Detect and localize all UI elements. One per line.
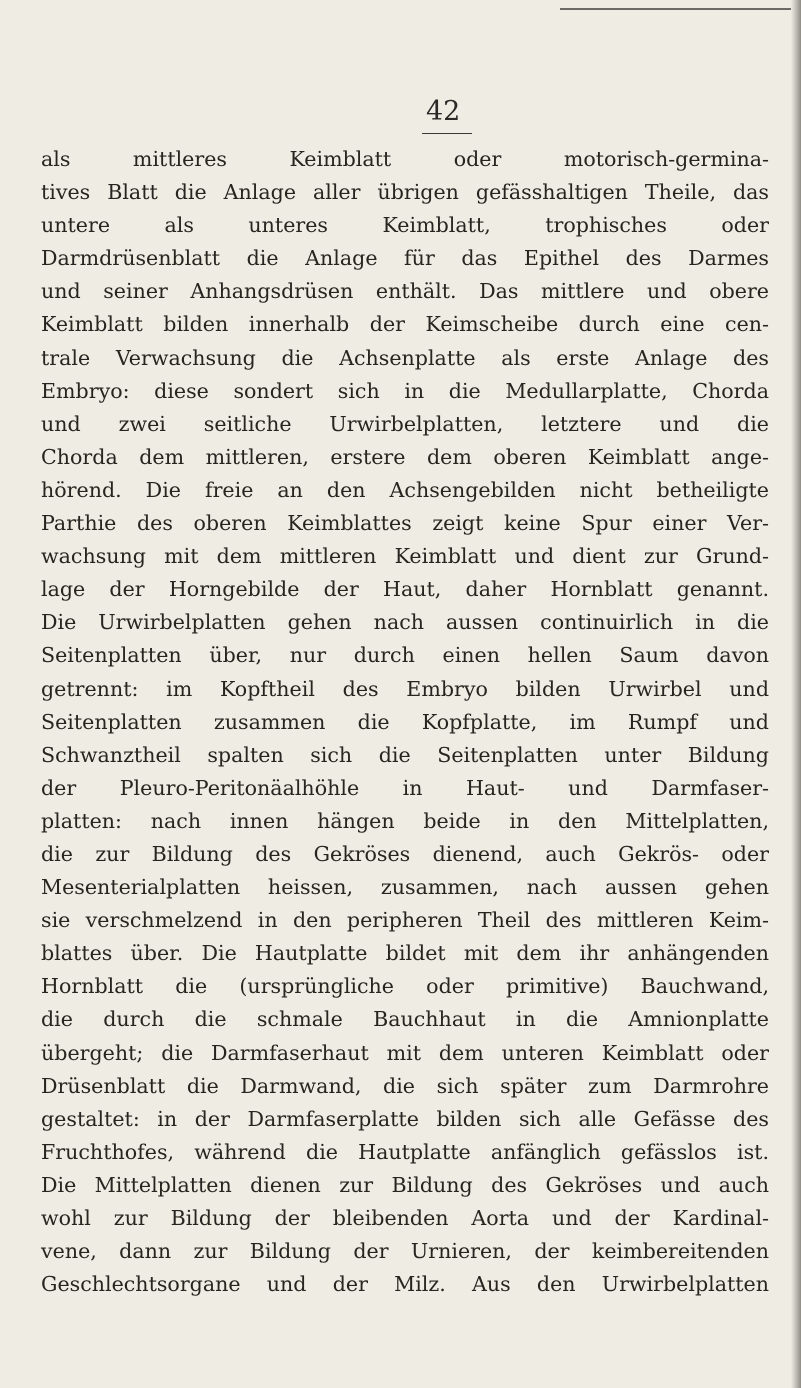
text-line: untere als unteres Keimblatt, trophisches oder [41, 213, 769, 238]
text-line: Die Mittelplatten dienen zur Bildung des Gekröses und auch [41, 1172, 769, 1197]
body-text [41, 143, 769, 1301]
text-line: Parthie des oberen Keimblattes zeigt keine Spur einer Ver- [41, 511, 769, 536]
text-line: Geschlechtsorgane und der Milz. Aus den Urwirbelplatten [41, 1272, 769, 1297]
text-line: Chorda dem mittleren, erstere dem oberen Keimblatt ange- [41, 444, 769, 469]
text-line: als mittleres Keimblatt oder motorisch-germina- [41, 147, 769, 171]
text-line: lage der Horngebilde der Haut, daher Hornblatt genannt. [41, 577, 769, 602]
text-line: Drüsenblatt die Darmwand, die sich später zum Darmrohre [41, 1073, 769, 1098]
text-line: der Pleuro-Peritonäalhöhle in Haut- und Darmfaser- [41, 775, 769, 800]
text-line: übergeht; die Darmfaserhaut mit dem unteren Keimblatt oder [41, 1040, 769, 1065]
text-line: Darmdrüsenblatt die Anlage für das Epithel des Darmes [41, 246, 769, 271]
text-line: Mesenterialplatten heissen, zusammen, nach aussen gehen [41, 875, 769, 900]
text-line: hörend. Die freie an den Achsengebilden nicht betheiligte [41, 477, 769, 502]
text-line: platten: nach innen hängen beide in den Mittelplatten, [41, 808, 769, 833]
text-line: Hornblatt die (ursprüngliche oder primitive) Bauchwand, [41, 974, 769, 999]
text-line: Embryo: diese sondert sich in die Medullarplatte, Chorda [41, 378, 769, 403]
text-line: Seitenplatten zusammen die Kopfplatte, im Rumpf und [41, 709, 769, 734]
text-line: sie verschmelzend in den peripheren Theil des mittleren Keim- [41, 908, 769, 933]
page-number-underline [422, 133, 472, 134]
text-line: vene, dann zur Bildung der Urnieren, der keimbereitenden [41, 1239, 769, 1264]
text-line: Die Urwirbelplatten gehen nach aussen continuirlich in die [41, 610, 769, 635]
text-line: wohl zur Bildung der bleibenden Aorta und der Kardinal- [41, 1206, 769, 1230]
text-line: Schwanztheil spalten sich die Seitenplatten unter Bildung [41, 742, 769, 767]
text-line: wachsung mit dem mittleren Keimblatt und dient zur Grund- [41, 544, 769, 569]
text-line: und seiner Anhangsdrüsen enthält. Das mittlere und obere [41, 279, 769, 304]
text-line: getrennt: im Kopftheil des Embryo bilden Urwirbel und [41, 676, 769, 701]
text-line: Seitenplatten über, nur durch einen hellen Saum davon [41, 643, 769, 668]
text-line: Keimblatt bilden innerhalb der Keimscheibe durch eine cen- [41, 312, 769, 337]
text-line: gestaltet: in der Darmfaserplatte bilden sich alle Gefässe des [41, 1106, 769, 1131]
text-line: blattes über. Die Hautplatte bildet mit dem ihr anhängenden [41, 941, 769, 966]
top-edge-rule [560, 8, 801, 10]
page-number: 42 [426, 96, 461, 127]
text-line: trale Verwachsung die Achsenplatte als erste Anlage des [41, 345, 769, 370]
page-edge-shadow [791, 0, 801, 1388]
text-line: die durch die schmale Bauchhaut in die Amnionplatte [41, 1007, 769, 1032]
text-line: tives Blatt die Anlage aller übrigen gefässhaltigen Theile, das [41, 180, 769, 205]
text-line: Fruchthofes, während die Hautplatte anfänglich gefässlos ist. [41, 1139, 769, 1164]
text-line: und zwei seitliche Urwirbelplatten, letztere und die [41, 411, 769, 436]
text-line: die zur Bildung des Gekröses dienend, auch Gekrös- oder [41, 841, 769, 866]
